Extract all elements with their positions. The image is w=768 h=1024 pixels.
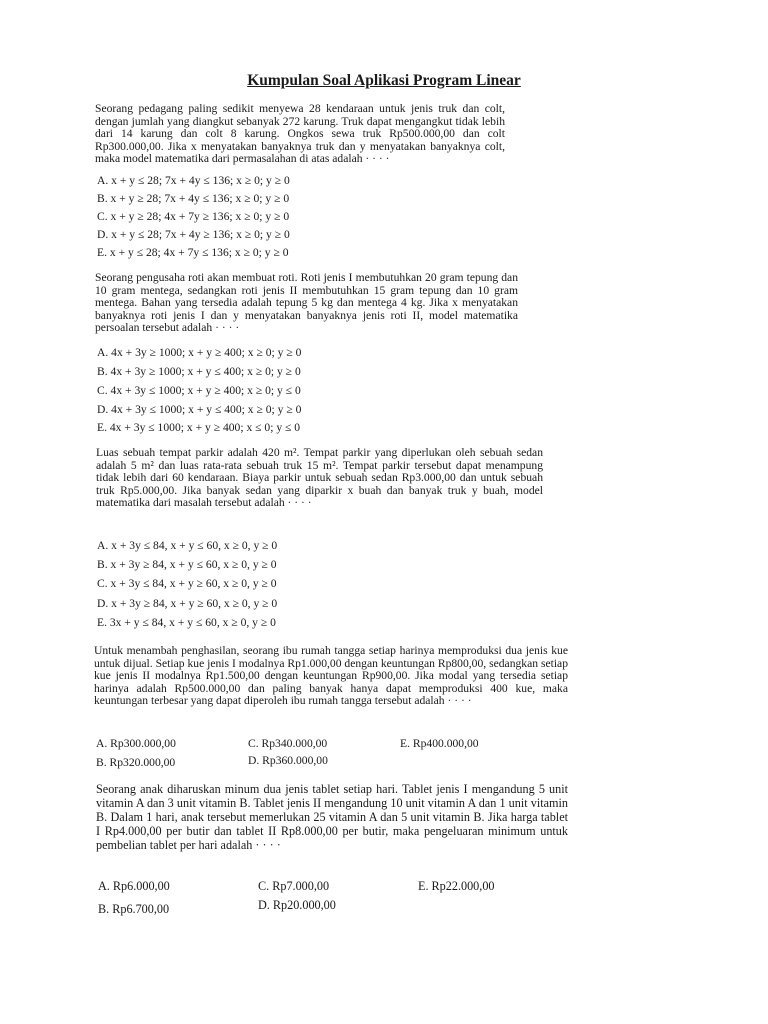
question-2-text: Seorang pengusaha roti akan membuat roti. Roti jenis I membutuhkan 20 gram tepung dan 10 gram mentega, sedangkan roti jenis II membutuhkan 15 gram tepung dan 10 gram mentega. Bahan yang tersedia adalah tepung 5 kg dan mentega 4 kg. Jika x menyatakan banyaknya roti jenis I dan y menyatakan banyaknya jenis roti II, model matematika persoalan tersebut adalah · · · · — [95, 271, 518, 335]
question-5-option-d: D. Rp20.000,00 — [258, 898, 336, 912]
question-5-option-b: B. Rp6.700,00 — [98, 902, 170, 916]
question-4-text: Untuk menambah penghasilan, seorang ibu rumah tangga setiap harinya memproduksi dua jenis kue untuk dijual. Setiap kue jenis I modalnya Rp1.000,00 dengan keuntungan Rp800,00, sedangkan setiap kue jenis II modalnya Rp1.500,00 dengan keuntungan Rp900,00. Jika modal yang tersedia setiap harinya adalah Rp500.000,00 dan paling banyak hanya dapat memproduksi 400 kue, maka keuntungan terbesar yang dapat diperoleh ibu rumah tangga tersebut adalah · · · · — [94, 644, 568, 708]
question-1-option-b: B. x + y ≥ 28; 7x + 4y ≤ 136; x ≥ 0; y ≥ 0 — [97, 192, 290, 205]
question-1-option-a: A. x + y ≤ 28; 7x + 4y ≤ 136; x ≥ 0; y ≥ 0 — [97, 174, 290, 187]
question-2-option-d: D. 4x + 3y ≤ 1000; x + y ≤ 400; x ≥ 0; y ≥ 0 — [97, 403, 302, 416]
question-1-text: Seorang pedagang paling sedikit menyewa 28 kendaraan untuk jenis truk dan colt, dengan jumlah yang diangkut sebanyak 272 karung. Truk dapat mengangkut tidak lebih dari 14 karung dan colt 8 karung. Ongkos sewa truk Rp500.000,00 dan colt Rp300.000,00. Jika x menyatakan banyaknya truk dan y menyatakan banyaknya colt, maka model matematika dari permasalahan di atas adalah · · · · — [95, 102, 505, 166]
page-title: Kumpulan Soal Aplikasi Program Linear — [247, 72, 521, 89]
question-3-option-b: B. x + 3y ≥ 84, x + y ≤ 60, x ≥ 0, y ≥ 0 — [97, 558, 277, 571]
question-5-option-e: E. Rp22.000,00 — [418, 879, 495, 893]
question-3-option-c: C. x + 3y ≤ 84, x + y ≥ 60, x ≥ 0, y ≥ 0 — [97, 577, 277, 590]
question-5-text: Seorang anak diharuskan minum dua jenis tablet setiap hari. Tablet jenis I mengandung 5 unit vitamin A dan 3 unit vitamin B. Tablet jenis II mengandung 10 unit vitamin A dan 1 unit vitamin B. Dalam 1 hari, anak tersebut memerlukan 25 vitamin A dan 5 unit vitamin B. Jika harga tablet I Rp4.000,00 per butir dan tablet II Rp8.000,00 per butir, maka pengeluaran minimum untuk pembelian tablet per hari adalah · · · · — [96, 782, 568, 852]
question-4-option-b: B. Rp320.000,00 — [96, 756, 176, 769]
question-5-option-c: C. Rp7.000,00 — [258, 879, 330, 893]
question-4-option-d: D. Rp360.000,00 — [248, 754, 328, 767]
question-2-option-e: E. 4x + 3y ≤ 1000; x + y ≥ 400; x ≤ 0; y ≤ 0 — [97, 421, 301, 434]
question-3-text: Luas sebuah tempat parkir adalah 420 m². Tempat parkir yang diperlukan oleh sebuah sedan adalah 5 m² dan luas rata-rata sebuah truk 15 m². Tempat parkir tersebut dapat menampung tidak lebih dari 60 kendaraan. Biaya parkir untuk sebuah sedan Rp3.000,00 dan untuk sebuah truk Rp5.000,00. Jika banyak sedan yang diparkir x buah dan banyak truk y buah, model matematika dari masalah tersebut adalah · · · · — [96, 446, 543, 510]
question-3-option-d: D. x + 3y ≥ 84, x + y ≥ 60, x ≥ 0, y ≥ 0 — [97, 597, 278, 610]
question-2-option-b: B. 4x + 3y ≥ 1000; x + y ≤ 400; x ≥ 0; y ≥ 0 — [97, 365, 301, 378]
question-4-option-a: A. Rp300.000,00 — [96, 737, 176, 750]
question-1-option-c: C. x + y ≥ 28; 4x + 7y ≥ 136; x ≥ 0; y ≥ 0 — [97, 210, 290, 223]
question-4-option-e: E. Rp400.000,00 — [400, 737, 479, 750]
question-2-option-c: C. 4x + 3y ≤ 1000; x + y ≥ 400; x ≥ 0; y ≤ 0 — [97, 384, 301, 397]
question-2-option-a: A. 4x + 3y ≥ 1000; x + y ≥ 400; x ≥ 0; y ≥ 0 — [97, 346, 302, 359]
question-3-option-a: A. x + 3y ≤ 84, x + y ≤ 60, x ≥ 0, y ≥ 0 — [97, 539, 278, 552]
question-1-option-e: E. x + y ≤ 28; 4x + 7y ≤ 136; x ≥ 0; y ≥ 0 — [97, 246, 289, 259]
question-4-option-c: C. Rp340.000,00 — [248, 737, 328, 750]
question-3-option-e: E. 3x + y ≤ 84, x + y ≤ 60, x ≥ 0, y ≥ 0 — [97, 616, 276, 629]
question-1-option-d: D. x + y ≤ 28; 7x + 4y ≥ 136; x ≥ 0; y ≥ 0 — [97, 228, 290, 241]
question-5-option-a: A. Rp6.000,00 — [98, 879, 170, 893]
